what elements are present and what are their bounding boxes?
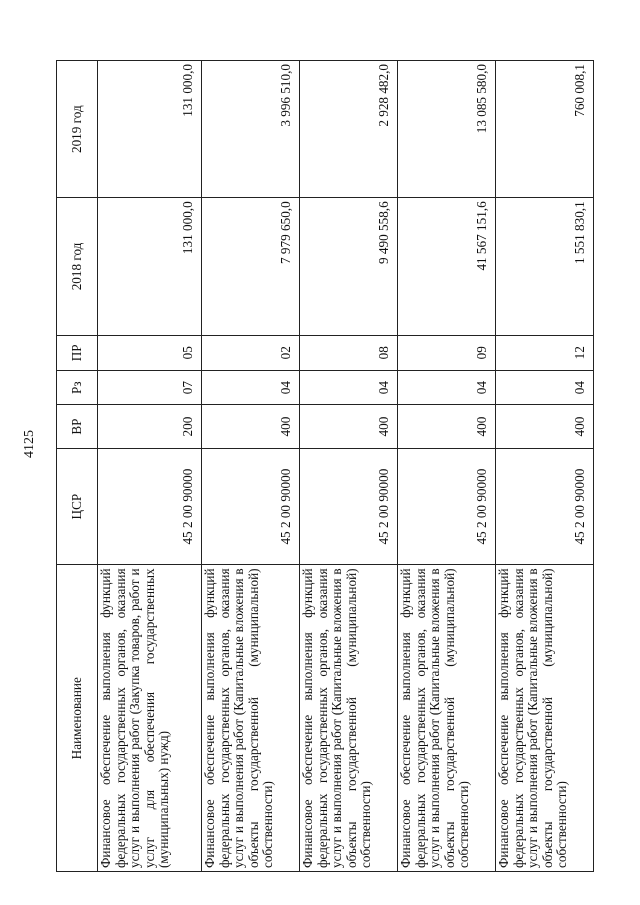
row-2018: 1 551 830,1 xyxy=(496,198,594,335)
budget-table xyxy=(56,60,594,872)
row-vr: 200 xyxy=(98,405,202,448)
row-name: Финансовое обеспечение выполнения функций федеральных государственных органов, оказания услуг и выполнения работ (Закупка товаров, работ и услуг для обеспечения государственных (муниципальных) нужд) xyxy=(98,565,202,872)
row-name: Финансовое обеспечение выполнения функций федеральных государственных органов, оказания услуг и выполнения работ (Капитальные вложения в объекты государственной (муниципальной) собственности) xyxy=(300,565,398,872)
row-rz: 04 xyxy=(300,371,398,405)
row-vr: 400 xyxy=(398,405,496,448)
page-number xyxy=(18,427,42,461)
table-row xyxy=(496,61,594,872)
row-rz: 04 xyxy=(398,371,496,405)
header-2018: 2018 год xyxy=(57,198,98,335)
row-2019: 3 996 510,0 xyxy=(202,61,300,198)
row-2019: 13 085 580,0 xyxy=(398,61,496,198)
header-2019: 2019 год xyxy=(57,61,98,198)
header-rz: Рз xyxy=(57,371,98,405)
row-csr: 45 2 00 90000 xyxy=(98,448,202,565)
table-row xyxy=(398,61,496,872)
row-pr: 08 xyxy=(300,335,398,370)
row-vr: 400 xyxy=(202,405,300,448)
row-name: Финансовое обеспечение выполнения функций федеральных государственных органов, оказания услуг и выполнения работ (Капитальные вложения в объекты государственной (муниципальной) собственности) xyxy=(398,565,496,872)
row-2018: 131 000,0 xyxy=(98,198,202,335)
row-csr: 45 2 00 90000 xyxy=(398,448,496,565)
row-vr: 400 xyxy=(496,405,594,448)
row-vr: 400 xyxy=(300,405,398,448)
table-row xyxy=(300,61,398,872)
table-row xyxy=(98,61,202,872)
row-rz: 04 xyxy=(202,371,300,405)
row-pr: 02 xyxy=(202,335,300,370)
row-2018: 9 490 558,6 xyxy=(300,198,398,335)
row-rz: 07 xyxy=(98,371,202,405)
table-row xyxy=(202,61,300,872)
row-2018: 41 567 151,6 xyxy=(398,198,496,335)
row-pr: 05 xyxy=(98,335,202,370)
header-name: Наименование xyxy=(57,565,98,872)
row-2018: 7 979 650,0 xyxy=(202,198,300,335)
row-rz: 04 xyxy=(496,371,594,405)
header-pr: ПР xyxy=(57,335,98,370)
table-header-row xyxy=(57,61,98,872)
row-pr: 12 xyxy=(496,335,594,370)
row-pr: 09 xyxy=(398,335,496,370)
budget-table-container xyxy=(56,60,602,872)
header-csr: ЦСР xyxy=(57,448,98,565)
page-number-text: 4125 xyxy=(22,430,37,458)
row-csr: 45 2 00 90000 xyxy=(202,448,300,565)
row-name: Финансовое обеспечение выполнения функций федеральных государственных органов, оказания услуг и выполнения работ (Капитальные вложения в объекты государственной (муниципальной) собственности) xyxy=(496,565,594,872)
row-2019: 760 008,1 xyxy=(496,61,594,198)
row-2019: 131 000,0 xyxy=(98,61,202,198)
row-2019: 2 928 482,0 xyxy=(300,61,398,198)
row-csr: 45 2 00 90000 xyxy=(300,448,398,565)
row-csr: 45 2 00 90000 xyxy=(496,448,594,565)
header-vr: ВР xyxy=(57,405,98,448)
row-name: Финансовое обеспечение выполнения функций федеральных государственных органов, оказания услуг и выполнения работ (Капитальные вложения в объекты государственной (муниципальной) собственности) xyxy=(202,565,300,872)
